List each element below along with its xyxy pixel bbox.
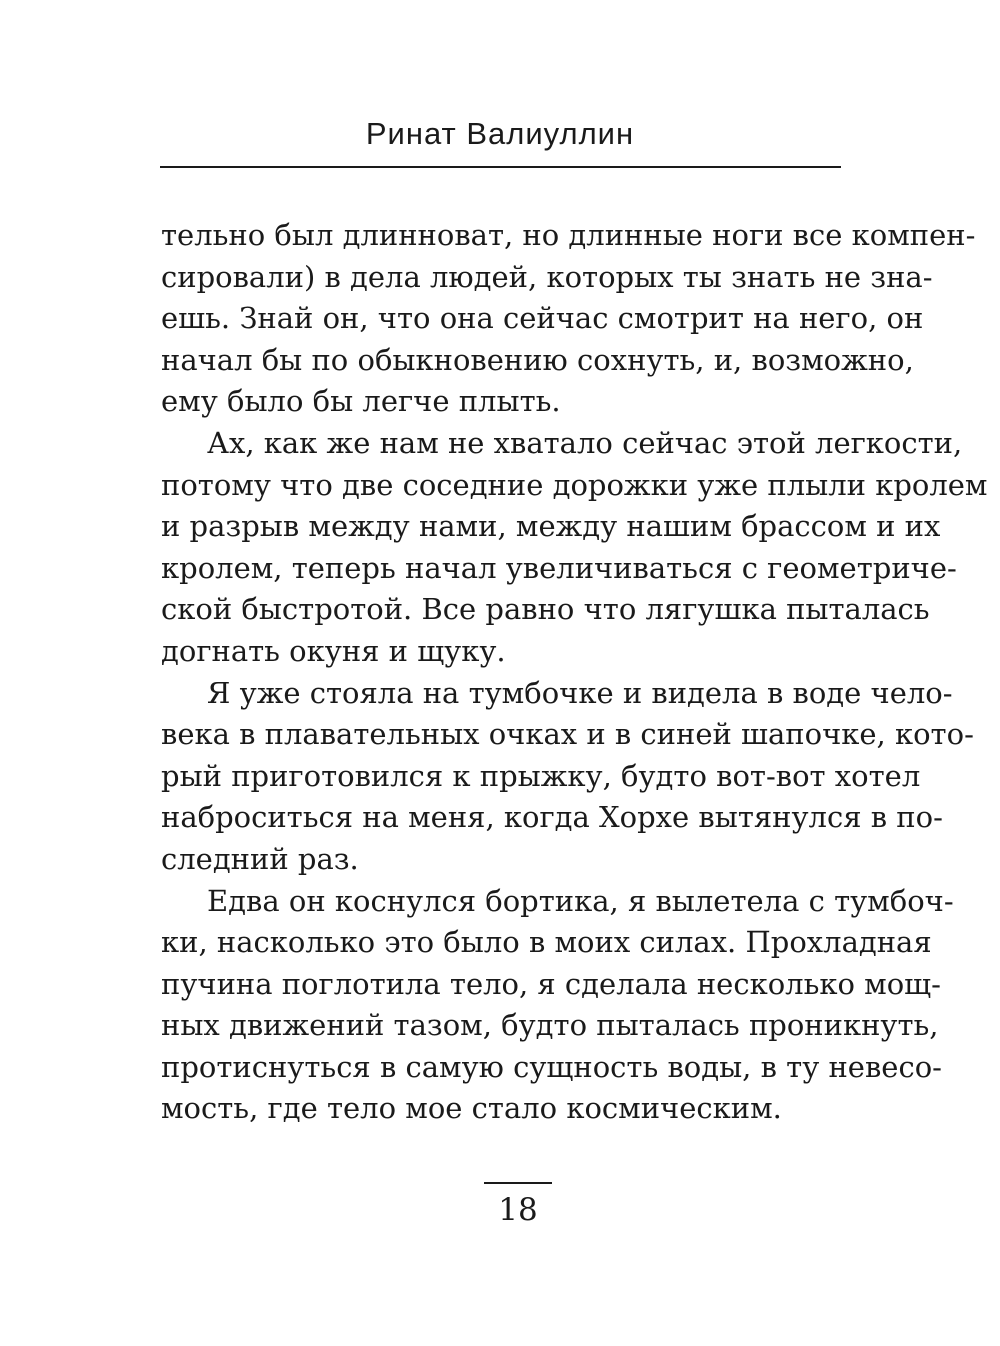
header-rule	[160, 166, 841, 168]
text-line: века в плавательных очках и в синей шапочке, кото-	[161, 717, 974, 752]
text-line: ешь. Знай он, что она сейчас смотрит на него, он	[161, 301, 924, 336]
text-line: ки, насколько это было в моих силах. Прохладная	[161, 925, 932, 960]
text-line: наброситься на меня, когда Хорхе вытянулся в по-	[161, 800, 943, 835]
text-line: Едва он коснулся бортика, я вылетела с тумбоч-	[207, 883, 954, 918]
text-line: мость, где тело мое стало космическим.	[161, 1091, 782, 1126]
text-line: и разрыв между нами, между нашим брассом и их	[161, 509, 941, 544]
paragraph	[161, 215, 976, 423]
text-line: следний раз.	[161, 841, 359, 876]
text-line: Я уже стояла на тумбочке и видела в воде чело-	[207, 675, 953, 710]
body-text	[161, 215, 988, 1130]
text-line: потому что две соседние дорожки уже плыли кролем	[161, 467, 988, 502]
text-line: догнать окуня и щуку.	[161, 633, 506, 668]
folio-rule	[484, 1182, 552, 1184]
text-line: сировали) в дела людей, которых ты знать не зна-	[161, 259, 933, 294]
paragraph	[161, 673, 974, 881]
text-line: тельно был длинноват, но длинные ноги все компен-	[161, 218, 976, 252]
text-line: начал бы по обыкновению сохнуть, и, возможно,	[161, 342, 914, 377]
text-line: ской быстротой. Все равно что лягушка пыталась	[161, 592, 930, 627]
text-line: протиснуться в самую сущность воды, в ту невесо-	[161, 1049, 942, 1084]
paragraph	[161, 881, 954, 1131]
text-line: Ах, как же нам не хватало сейчас этой легкости,	[207, 425, 963, 460]
page-number: 18	[498, 1192, 538, 1228]
running-head-author: Ринат Валиуллин	[365, 116, 635, 151]
text-line: пучина поглотила тело, я сделала несколько мощ-	[161, 966, 941, 1001]
text-line: рый приготовился к прыжку, будто вот-вот хотел	[161, 758, 921, 793]
text-line: кролем, теперь начал увеличиваться с геометриче-	[161, 550, 957, 585]
text-line: ных движений тазом, будто пыталась проникнуть,	[161, 1008, 939, 1043]
paragraph	[161, 423, 988, 673]
text-line: ему было бы легче плыть.	[161, 384, 561, 419]
